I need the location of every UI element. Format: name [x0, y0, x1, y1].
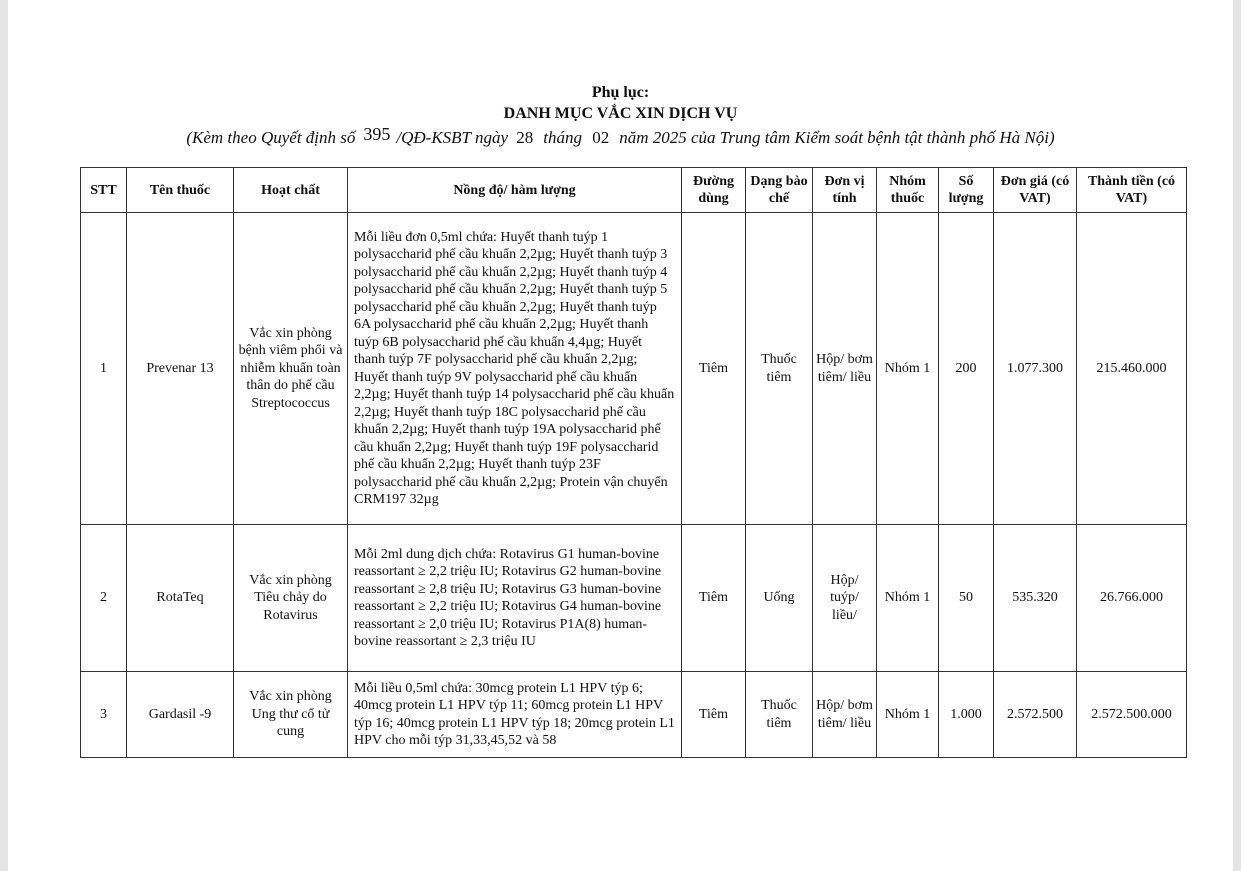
- cell-total: 215.460.000: [1077, 213, 1187, 525]
- header-group: Nhóm thuốc: [877, 168, 939, 213]
- header-quantity: Số lượng: [939, 168, 994, 213]
- cell-quantity: 1.000: [939, 672, 994, 758]
- cell-unit: Hộp/ bơm tiêm/ liều: [813, 672, 877, 758]
- header-total: Thành tiền (có VAT): [1077, 168, 1187, 213]
- table-row: [81, 672, 1187, 758]
- cell-group: Nhóm 1: [877, 525, 939, 672]
- header-active: Hoạt chất: [234, 168, 348, 213]
- cell-concentration: Mỗi liều 0,5ml chứa: 30mcg protein L1 HPV týp 6; 40mcg protein L1 HPV týp 11; 60mcg protein L1 HPV týp 16; 40mcg protein L1 HPV týp 18; 20mcg protein L1 HPV cho mỗi týp 31,33,45,52 và 58: [348, 672, 682, 758]
- cell-unit: Hộp/ tuýp/ liều/: [813, 525, 877, 672]
- cell-route: Tiêm: [682, 213, 746, 525]
- document-page: [8, 0, 1233, 871]
- appendix-label: Phụ lục:: [591, 84, 650, 101]
- vaccine-table: [80, 167, 1187, 758]
- cell-name: RotaTeq: [127, 525, 234, 672]
- header-route: Đường dùng: [682, 168, 746, 213]
- cell-quantity: 50: [939, 525, 994, 672]
- table-row: [81, 525, 1187, 672]
- cell-stt: 1: [81, 213, 127, 525]
- decision-day: 28: [516, 128, 534, 147]
- decision-month: 02: [592, 128, 610, 147]
- header-stt: STT: [81, 168, 127, 213]
- header-concentration: Nồng độ/ hàm lượng: [348, 168, 682, 213]
- subtitle-part4: năm 2025 của Trung tâm Kiểm soát bệnh tật thành phố Hà Nội): [619, 128, 1055, 147]
- cell-active: Vắc xin phòng Tiêu chảy do Rotavirus: [234, 525, 348, 672]
- subtitle-part3: tháng: [543, 128, 582, 147]
- cell-unit-price: 1.077.300: [994, 213, 1077, 525]
- cell-name: Gardasil -9: [127, 672, 234, 758]
- subtitle-part2: /QĐ-KSBT ngày: [396, 128, 508, 147]
- document-title: DANH MỤC VẮC XIN DỊCH VỤ: [503, 105, 738, 122]
- cell-route: Tiêm: [682, 672, 746, 758]
- cell-form: Thuốc tiêm: [746, 672, 813, 758]
- cell-active: Vắc xin phòng bệnh viêm phổi và nhiễm khuẩn toàn thân do phế cầu Streptococcus: [234, 213, 348, 525]
- cell-unit-price: 535.320: [994, 525, 1077, 672]
- cell-name: Prevenar 13: [127, 213, 234, 525]
- table-header-row: [81, 168, 1187, 213]
- cell-concentration: Mỗi 2ml dung dịch chứa: Rotavirus G1 human-bovine reassortant ≥ 2,2 triệu IU; Rotavirus G2 human-bovine reassortant ≥ 2,8 triệu IU; Rotavirus G3 human-bovine reassortant ≥ 2,2 triệu IU; Rotavirus G4 human-bovine reassortant ≥ 2,0 triệu IU; Rotavirus P1A(8) human-bovine reassortant ≥ 2,3 triệu IU: [348, 525, 682, 672]
- cell-stt: 3: [81, 672, 127, 758]
- cell-group: Nhóm 1: [877, 672, 939, 758]
- cell-form: Thuốc tiêm: [746, 213, 813, 525]
- header-unit: Đơn vị tính: [813, 168, 877, 213]
- cell-unit-price: 2.572.500: [994, 672, 1077, 758]
- header-form: Dạng bào chế: [746, 168, 813, 213]
- document-subtitle: [8, 124, 1233, 148]
- cell-stt: 2: [81, 525, 127, 672]
- cell-route: Tiêm: [682, 525, 746, 672]
- cell-unit: Hộp/ bơm tiêm/ liều: [813, 213, 877, 525]
- header-unit-price: Đơn giá (có VAT): [994, 168, 1077, 213]
- subtitle-part1: (Kèm theo Quyết định số: [186, 128, 356, 147]
- cell-quantity: 200: [939, 213, 994, 525]
- cell-form: Uống: [746, 525, 813, 672]
- table-row: [81, 213, 1187, 525]
- cell-active: Vắc xin phòng Ung thư cổ tử cung: [234, 672, 348, 758]
- header-name: Tên thuốc: [127, 168, 234, 213]
- cell-group: Nhóm 1: [877, 213, 939, 525]
- cell-concentration: Mỗi liều đơn 0,5ml chứa: Huyết thanh tuýp 1 polysaccharid phế cầu khuẩn 2,2µg; Huyết thanh tuýp 3 polysaccharid phế cầu khuẩn 2,2µg; Huyết thanh tuýp 4 polysaccharid phế cầu khuẩn 2,2µg; Huyết thanh tuýp 5 polysaccharid phế cầu khuẩn 2,2µg; Huyết thanh tuýp 6A polysaccharid phế cầu khuẩn 2,2µg; Huyết thanh tuýp 6B polysaccharid phế cầu khuẩn 4,4µg; Huyết thanh tuýp 7F polysaccharid phế cầu khuẩn 2,2µg; Huyết thanh tuýp 9V polysaccharid phế cầu khuẩn 2,2µg; Huyết thanh tuýp 14 polysaccharid phế cầu khuẩn 2,2µg; Huyết thanh tuýp 18C polysaccharid phế cầu khuẩn 2,2µg; Huyết thanh tuýp 19A polysaccharid phế cầu khuẩn 2,2µg; Huyết thanh tuýp 19F polysaccharid phế cầu khuẩn 2,2µg; Huyết thanh tuýp 23F polysaccharid phế cầu khuẩn 2,2µg; Protein vận chuyển CRM197 32µg: [348, 213, 682, 525]
- cell-total: 2.572.500.000: [1077, 672, 1187, 758]
- cell-total: 26.766.000: [1077, 525, 1187, 672]
- decision-number: 395: [363, 124, 391, 144]
